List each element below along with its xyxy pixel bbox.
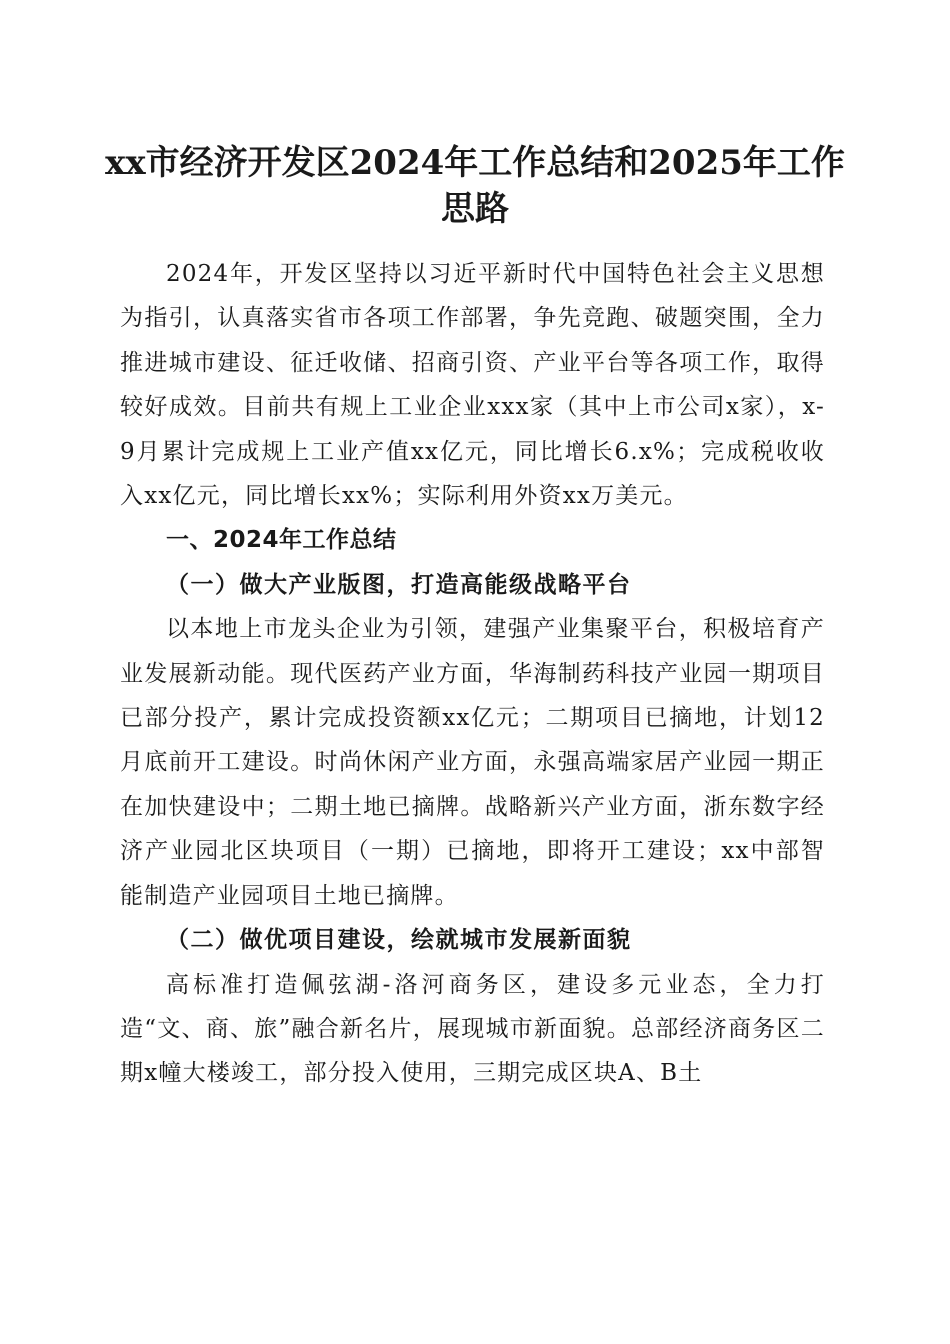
document-body	[120, 252, 825, 1096]
section-heading: 一、2024年工作总结	[166, 527, 397, 554]
document-title: xx市经济开发区2024年工作总结和2025年工作思路	[105, 143, 845, 229]
subsection-heading-2: （二）做优项目建设，绘就城市发展新面貌	[166, 926, 632, 954]
subsection-heading-1: （一）做大产业版图，打造高能级战略平台	[166, 570, 632, 598]
subsection-paragraph-2: 高标准打造佩弦湖-洛河商务区，建设多元业态，全力打造“文、商、旅”融合新名片，展现城市新面貌。总部经济商务区二期x幢大楼竣工，部分投入使用，三期完成区块A、B土	[120, 971, 825, 1087]
subsection-paragraph-1: 以本地上市龙头企业为引领，建强产业集聚平台，积极培育产业发展新动能。现代医药产业方面，华海制药科技产业园一期项目已部分投产，累计完成投资额xx亿元；二期项目已摘地，计划12月底前开工建设。时尚休闲产业方面，永强高端家居产业园一期正在加快建设中；二期土地已摘牌。战略新兴产业方面，浙东数字经济产业园北区块项目（一期）已摘地，即将开工建设；xx中部智能制造产业园项目土地已摘牌。	[120, 616, 825, 909]
intro-paragraph: 2024年，开发区坚持以习近平新时代中国特色社会主义思想为指引，认真落实省市各项工作部署，争先竞跑、破题突围，全力推进城市建设、征迁收储、招商引资、产业平台等各项工作，取得较好成效。目前共有规上工业企业xxx家（其中上市公司x家），x-9月累计完成规上工业产值xx亿元，同比增长6.x%；完成税收收入xx亿元，同比增长xx%；实际利用外资xx万美元。	[120, 261, 825, 510]
